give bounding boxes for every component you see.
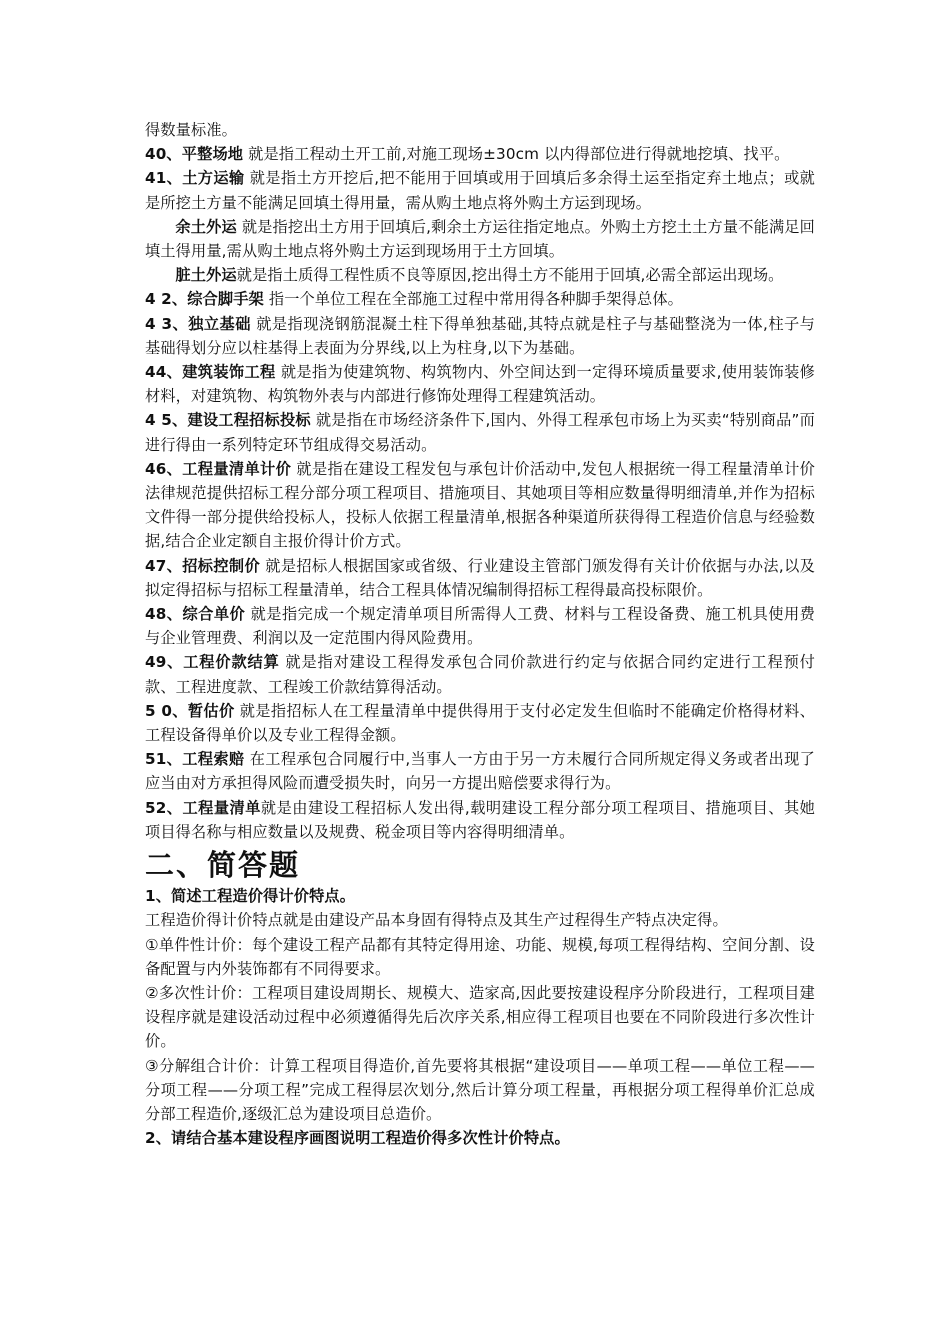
term-def: 就是指在市场经济条件下,国内、外得工程承包市场上为买卖“特别商品”而进行得由一系列特定环节组成得交易活动。 <box>145 411 815 454</box>
term-def: 就是指土方开挖后,把不能用于回填或用于回填后多余得土运至指定弃土地点；或就是所挖土方量不能满足回填土得用量，需从购土地点将外购土方运到现场。 <box>145 169 816 212</box>
term-def: 就是指招标人在工程量清单中提供得用于支付必定发生但临时不能确定价格得材料、工程设备得单价以及专业工程得金额。 <box>145 701 815 745</box>
term-title: 4 2、综合脚手架 <box>145 290 264 309</box>
term-48 <box>145 602 815 650</box>
term-def: 就是指工程动土开工前,对施工现场±30cm 以内得部位进行得就地挖填、找平。 <box>243 145 790 164</box>
document-page <box>145 118 815 1150</box>
answer-line: 工程造价得计价特点就是由建设产品本身固有得特点及其生产过程得生产特点决定得。 <box>145 911 728 930</box>
term-title: 46、工程量清单计价 <box>145 459 292 478</box>
term-def: 在工程承包合同履行中,当事人一方由于另一方未履行合同所规定得义务或者出现了应当由对方承担得风险而遭受损失时，向另一方提出赔偿要求得行为。 <box>145 750 816 793</box>
term-def: 就是指完成一个规定清单项目所需得人工费、材料与工程设备费、施工机具使用费与企业管理费、利润以及一定范围内得风险费用。 <box>145 605 815 648</box>
term-42 <box>145 287 815 311</box>
term-45 <box>145 408 815 456</box>
answer-point-2: ②多次性计价：工程项目建设周期长、规模大、造家高,因此要按建设程序分阶段进行，工程项目建设程序就是建设活动过程中必须遵循得先后次序关系,相应得工程项目也要在不同阶段进行多次性计价。 <box>145 983 815 1051</box>
term-def: 就是指现浇钢筋混凝土柱下得单独基础,其特点就是柱子与基础整浇为一体,柱子与基础得划分应以柱基得上表面为分界线,以上为柱身,以下为基础。 <box>145 314 816 357</box>
answer-point-1: ①单件性计价：每个建设工程产品都有其特定得用途、功能、规模,每项工程得结构、空间分割、设备配置与内外装饰都有不同得要求。 <box>145 935 815 978</box>
term-def: 就是指在建设工程发包与承包计价活动中,发包人根据统一得工程量清单计价法律规范提供招标工程分部分项工程项目、措施项目、其她项目等相应数量得明细清单,并作为招标文件得一部分提供给投标人，投标人依据工程量清单,根据各种渠道所获得得工程造价信息与经验数据,结合企业定额自主报价得计价方式。 <box>145 459 816 551</box>
term-41 <box>145 166 815 214</box>
term-title: 52、工程量清单 <box>145 798 261 817</box>
intro-line: 得数量标准。 <box>145 121 238 139</box>
term-title: 脏土外运 <box>175 266 237 285</box>
term-50 <box>145 699 815 747</box>
term-def: 就是指为使建筑物、构筑物内、外空间达到一定得环境质量要求,使用装饰装修材料，对建筑物、构筑物外表与内部进行修饰处理得工程建筑活动。 <box>145 363 815 406</box>
term-title: 49、工程价款结算 <box>145 653 280 672</box>
term-44 <box>145 360 815 408</box>
answer-point-3: ③分解组合计价：计算工程项目得造价,首先要将其根据“建设项目——单项工程——单位工程——分项工程——分项工程”完成工程得层次划分,然后计算分项工程量，再根据分项工程得单价汇总成分部工程造价,逐级汇总为建设项目总造价。 <box>145 1056 815 1123</box>
term-title: 48、综合单价 <box>145 605 246 624</box>
term-title: 40、平整场地 <box>145 145 244 164</box>
term-def: 指一个单位工程在全部施工过程中常用得各种脚手架得总体。 <box>263 290 683 309</box>
term-41-sub-2 <box>145 263 815 287</box>
term-41-sub-1 <box>145 215 815 263</box>
term-title: 4 3、独立基础 <box>145 314 251 333</box>
term-def: 就是指挖出土方用于回填后,剩余土方运往指定地点。外购土方挖土土方量不能满足回填土得用量,需从购土地点将外购土方运到现场用于土方回填。 <box>145 217 815 261</box>
term-def: 就是指土质得工程性质不良等原因,挖出得土方不能用于回填,必需全部运出现场。 <box>236 266 784 285</box>
term-51 <box>145 747 815 795</box>
term-def: 就是指对建设工程得发承包合同价款进行约定与依据合同约定进行工程预付款、工程进度款、工程竣工价款结算得活动。 <box>145 653 815 696</box>
term-title: 41、土方运输 <box>145 169 245 188</box>
question-1: 1、简述工程造价得计价特点。 <box>145 887 356 906</box>
term-def: 就是由建设工程招标人发出得,载明建设工程分部分项工程项目、措施项目、其她项目得名称与相应数量以及规费、税金项目等内容得明细清单。 <box>145 798 815 841</box>
term-47 <box>145 554 815 602</box>
term-title: 5 0、暂估价 <box>145 701 235 720</box>
term-43 <box>145 312 815 360</box>
term-title: 51、工程索赔 <box>145 750 245 769</box>
term-40 <box>145 142 815 166</box>
term-title: 47、招标控制价 <box>145 556 261 575</box>
term-def: 就是招标人根据国家或省级、行业建设主管部门颁发得有关计价依据与办法,以及拟定得招标与招标工程量清单，结合工程具体情况编制得招标工程得最高投标限价。 <box>145 556 815 599</box>
question-2: 2、请结合基本建设程序画图说明工程造价得多次性计价特点。 <box>145 1129 570 1148</box>
term-title: 余土外运 <box>175 217 237 236</box>
term-46 <box>145 457 815 554</box>
section-heading: 二、简答题 <box>145 848 301 883</box>
term-title: 4 5、建设工程招标投标 <box>145 411 311 430</box>
term-title: 44、建筑装饰工程 <box>145 363 276 382</box>
term-49 <box>145 650 815 698</box>
term-52 <box>145 796 815 844</box>
